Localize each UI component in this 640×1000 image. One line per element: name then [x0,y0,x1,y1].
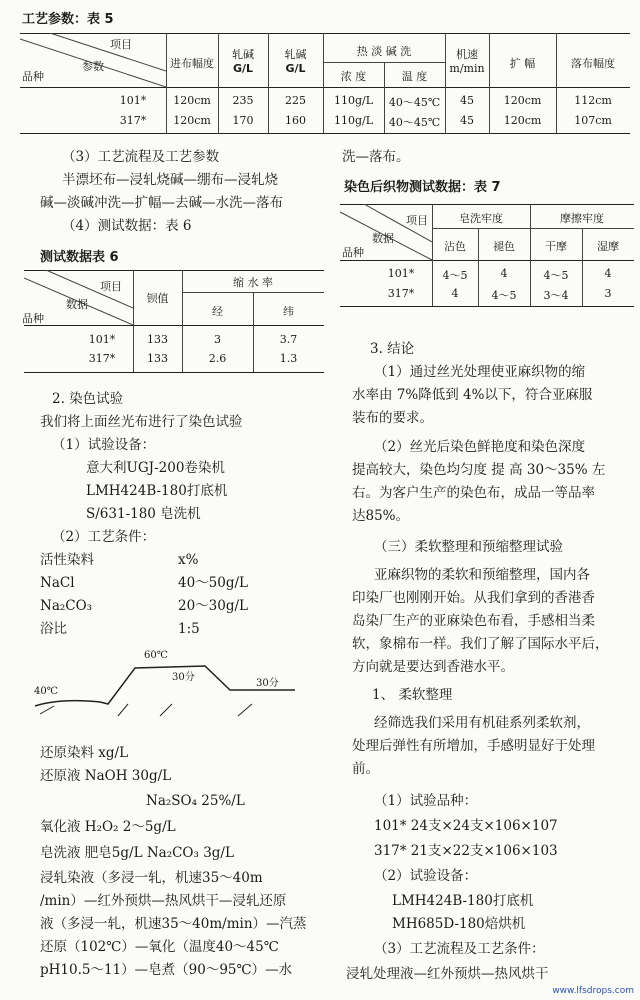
t5-cell: 40～45℃ [388,96,441,109]
t6-h-weft: 纬 [283,305,294,318]
conclusion-2-line-1: （2）丝光后染色鲜艳度和染色深度 [374,439,586,455]
dyeing-heading: 2. 染色试验 [52,391,124,407]
reduction-liquor: 还原液 NaOH 30g/L [40,768,172,784]
t5-cell: 45 [460,114,474,127]
section-3-line-2: 印染厂也刚刚开始。从我们拿到的香港香 [352,590,595,606]
flow-line-5: pH10.5～11）—皂煮（90～95℃）—水 [40,962,293,978]
equip-heading-right: （2）试验设备： [374,868,478,884]
t7-cell: 4～5 [543,269,569,282]
soft-line-1: 经筛选我们采用有机硅系列柔软剂， [374,715,590,731]
t6-corner-item: 项目 [100,280,122,293]
flow-line-4: 还原（102℃）—氧化（温度40～45℃ [40,939,279,955]
t5-h-out: 落布幅度 [571,57,615,70]
t5-h-caustic2: 轧碱 [284,48,307,61]
t7-cell: 4 [500,267,508,280]
cond-key: Na₂CO₃ [40,598,93,614]
t5-h-speed: 机速 [456,48,478,61]
t5-h-hotwash: 热 淡 碱 洗 [356,45,412,58]
table5-title: 工艺参数：表 5 [22,12,114,27]
cond-key: 活性染料 [40,552,94,568]
t7-corner-variety: 品种 [342,246,364,259]
t7-cell: 4～5 [491,289,517,302]
t5-cell: 120cm [173,114,211,127]
t6-h-weight: 钡值 [146,292,169,305]
cond-value: 40～50g/L [178,575,249,591]
t6-cell: 2.6 [208,352,227,365]
table-row: 317* [387,287,415,300]
t5-cell: 120cm [503,94,542,107]
vat-dye: 还原染料 xg/L [40,745,129,761]
equip-1: 意大利UGJ-200卷染机 [86,460,225,476]
t7-cell: 3～4 [543,289,569,302]
flow-line-2: /min）—红外预烘—热风烘干—浸轧还原 [40,893,287,909]
conclusion-2-line-3: 右。为客户生产的染色布，成品一等品率 [352,485,595,501]
curve-label: 40℃ [34,686,58,697]
wash-end: 洗—落布。 [342,149,410,165]
cond-heading: （2）工艺条件： [52,529,156,545]
table-row: 101* [387,267,415,280]
table6-title: 测试数据表 6 [40,250,119,265]
soft-line-2: 处理后弹性有所增加，手感明显好于处理 [352,738,595,754]
t5-corner-param: 参数 [82,60,104,73]
conclusion-2-line-2: 提高较大，染色均匀度 提 高 30～35% 左 [352,462,606,478]
temperature-curve [30,646,300,726]
t6-cell: 1.3 [279,352,298,365]
table7-title: 染色后织物测试数据：表 7 [344,180,501,195]
equip-right-2: MH685D-180焙烘机 [392,916,526,932]
curve-label: 30分 [172,672,195,683]
section-3-line-1: 亚麻织物的柔软和预缩整理，国内各 [374,567,590,583]
process-line-2: 碱—淡碱冲洗—扩幅—去碱—水洗—落布 [40,195,283,211]
flow-right: 浸轧处理液—红外预烘—热风烘干 [346,966,549,982]
equip-2: LMH424B-180打底机 [86,483,228,499]
cond-key: 浴比 [40,621,67,637]
test-data-heading: （4）测试数据：表 6 [62,218,192,234]
t6-corner-variety: 品种 [22,312,44,325]
watermark: www.lfsdrops.com [552,986,634,996]
t7-h-stain: 沾色 [444,240,466,253]
t6-h-warp: 经 [212,305,223,318]
t5-cell: 225 [285,94,306,107]
section-3-line-3: 岛染厂生产的亚麻染色布看，手感相当柔 [352,613,595,629]
t5-cell: 120cm [503,114,542,127]
t6-h-shrink: 缩 水 率 [233,276,273,289]
conclusion-2-line-4: 达85%。 [352,508,410,524]
conclusion-1-line-3: 装布的要求。 [352,410,433,426]
section-3-heading: （三）柔软整理和预缩整理试验 [374,539,563,555]
equip-3: S/631-180 皂洗机 [86,506,201,522]
t7-h-wet: 湿摩 [597,240,619,253]
t7-corner-item: 项目 [406,214,428,227]
table-row: 317* [88,352,116,365]
process-line-1: 半漂坯布—浸轧烧碱—绷布—浸轧烧 [62,172,278,188]
soap-liquor: 皂洗液 肥皂5g/L Na₂CO₃ 3g/L [40,845,234,861]
t7-corner-data: 数据 [372,232,394,245]
cond-heading-right: （3）工艺流程及工艺条件： [374,941,545,957]
t5-cell: 120cm [173,94,211,107]
t5-cell: 45 [460,94,474,107]
reduction-liquor-2: Na₂SO₄ 25%/L [146,793,245,809]
table-row: 317* [119,114,147,127]
t7-h-soap: 皂洗牢度 [459,212,503,225]
curve-label: 30分 [256,678,279,689]
cond-value: 20～30g/L [178,598,249,614]
conclusion-1-line-1: （1）通过丝光处理使亚麻织物的缩 [374,364,586,380]
t5-h-width: 进布幅度 [170,57,214,70]
t5-corner-variety: 品种 [22,70,44,83]
t7-h-fade: 褪色 [493,240,515,253]
t6-cell: 3 [214,333,221,346]
t7-h-rub: 摩擦牢度 [560,212,604,225]
t5-cell: 110g/L [333,94,374,107]
equip-right-1: LMH424B-180打底机 [392,893,534,909]
t5-h-conc: 浓 度 [340,70,367,83]
t7-cell: 4 [604,267,612,280]
dyeing-intro: 我们将上面丝光布进行了染色试验 [40,414,243,430]
t5-cell: 112cm [574,94,612,107]
variety-heading: （1）试验品种： [374,793,478,809]
t6-corner-data: 数据 [66,298,88,311]
flow-line-3: 液（多浸一轧，机速35～40m/min）—汽蒸 [40,916,307,932]
flow-line-1: 浸轧染液（多浸一轧，机速35～40m [40,870,263,886]
equip-heading: （1）试验设备： [52,437,156,453]
t5-cell: 235 [232,94,254,107]
t7-cell: 4 [451,287,459,300]
section-3-line-5: 方向就是要达到香港水平。 [352,659,514,675]
t7-cell: 4～5 [442,269,468,282]
t5-h-stretch: 扩 幅 [509,57,536,70]
t5-corner-item: 项目 [110,38,132,51]
t5-h-caustic1-unit: G/L [232,62,254,75]
t5-cell: 170 [232,114,254,127]
t7-h-dry: 干摩 [545,240,567,253]
t5-cell: 107cm [574,114,612,127]
conclusion-1-line-2: 水率由 7%降低到 4%以下，符合亚麻服 [352,387,593,403]
process-heading: （3）工艺流程及工艺参数 [62,149,220,165]
t6-cell: 133 [147,352,168,365]
t7-cell: 3 [604,287,612,300]
variety-1: 101* 24支×24支×106×107 [374,818,558,834]
table-row: 101* [88,333,116,346]
t6-cell: 3.7 [279,333,298,346]
t6-cell: 133 [147,333,168,346]
t5-h-caustic2-unit: G/L [285,62,306,75]
soft-line-3: 前。 [352,761,379,777]
t5-cell: 110g/L [333,114,374,127]
soft-heading: 1、 柔软整理 [372,687,453,703]
variety-2: 317* 21支×22支×106×103 [374,843,558,859]
cond-value: x% [178,552,199,568]
t5-h-temp: 温 度 [401,70,428,83]
t5-h-speed-unit: m/min [449,62,485,75]
section-3-line-4: 软，象棉布一样。我们了解了国际水平后， [352,636,609,652]
t5-cell: 40～45℃ [388,116,441,129]
conclusion-heading: 3. 结论 [370,341,415,357]
t5-h-caustic1: 轧碱 [232,48,254,61]
cond-key: NaCl [40,575,75,591]
table-row: 101* [119,94,147,107]
curve-label: 60℃ [144,650,168,661]
t5-cell: 160 [285,114,306,127]
oxidation-liquor: 氧化液 H₂O₂ 2～5g/L [40,819,176,835]
cond-value: 1:5 [178,621,200,637]
